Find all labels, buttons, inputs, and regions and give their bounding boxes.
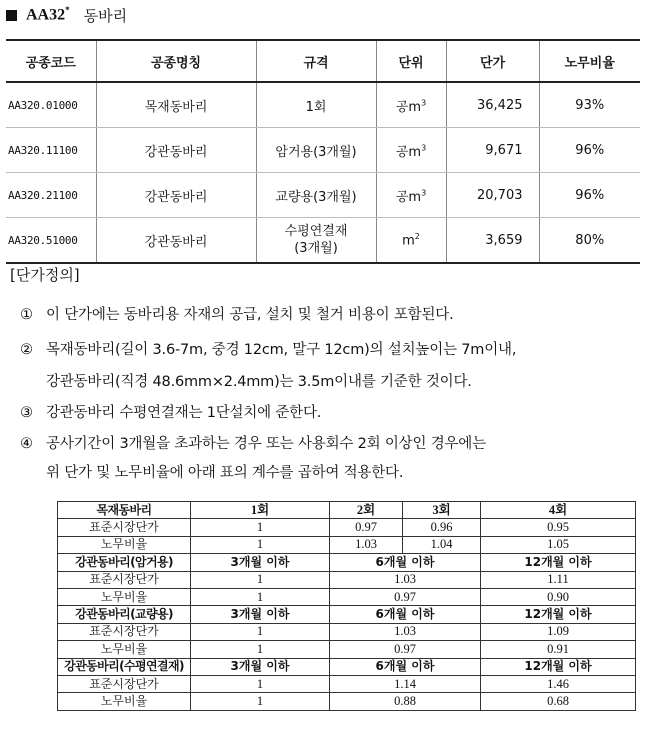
row-label: 표준시장단가 (58, 675, 191, 692)
table-row (6, 173, 640, 218)
coef-value: 1.03 (330, 571, 481, 588)
column-header: 3회 (403, 502, 481, 519)
coef-value: 0.97 (330, 641, 481, 658)
category-label: 강관동바리(암거용) (58, 554, 191, 571)
table-row (58, 641, 636, 658)
column-header: 6개월 이하 (330, 606, 481, 623)
circled-number: ④ (20, 436, 33, 452)
column-header: 12개월 이하 (481, 554, 636, 571)
circled-number: ③ (20, 405, 33, 421)
coef-value: 1.46 (481, 675, 636, 692)
work-unit: 공$m^3$ (376, 173, 446, 218)
coefficient-header-row (58, 606, 636, 623)
coefficient-table (57, 501, 636, 711)
work-code: AA320.21100 (6, 173, 96, 218)
column-header: 3개월 이하 (191, 606, 330, 623)
work-code: AA320.51000 (6, 218, 96, 264)
table-row (58, 519, 636, 536)
unit-price-table (6, 39, 640, 264)
coef-value: 1.14 (330, 675, 481, 692)
definition-item (20, 340, 516, 360)
definition-heading: [단가정의] (10, 266, 80, 284)
column-header: 규격 (256, 40, 376, 82)
column-header: 4회 (481, 502, 636, 519)
work-code: AA320.01000 (6, 82, 96, 128)
table-row (6, 218, 640, 264)
work-spec: 암거용(3개월) (256, 128, 376, 173)
coef-value: 0.97 (330, 519, 403, 536)
page-title (6, 4, 127, 26)
column-header: 1회 (191, 502, 330, 519)
work-spec: 수평연결재 (3개월) (256, 218, 376, 264)
coef-value: 0.88 (330, 693, 481, 710)
unit-price: 20,703 (446, 173, 539, 218)
coef-value: 1 (191, 675, 330, 692)
unit-price: 36,425 (446, 82, 539, 128)
coef-value: 1.03 (330, 623, 481, 640)
table-row (58, 623, 636, 640)
coef-value: 1 (191, 641, 330, 658)
table-row (58, 536, 636, 553)
column-header: 단가 (446, 40, 539, 82)
column-header: 3개월 이하 (191, 658, 330, 675)
unit-price: 9,671 (446, 128, 539, 173)
labor-ratio: 96% (539, 128, 640, 173)
coef-value: 1 (191, 623, 330, 640)
table-row (58, 571, 636, 588)
table-row (6, 82, 640, 128)
coef-value: 1 (191, 536, 330, 553)
category-label: 목재동바리 (58, 502, 191, 519)
coef-value: 1.04 (403, 536, 481, 553)
row-label: 노무비율 (58, 693, 191, 710)
work-name: 강관동바리 (96, 128, 256, 173)
labor-ratio: 96% (539, 173, 640, 218)
unit-price: 3,659 (446, 218, 539, 264)
definition-item (20, 305, 453, 325)
row-label: 표준시장단가 (58, 571, 191, 588)
section-code: AA32* (26, 5, 70, 24)
table-row (6, 128, 640, 173)
table-header-row (6, 40, 640, 82)
labor-ratio: 93% (539, 82, 640, 128)
coef-value: 0.96 (403, 519, 481, 536)
definition-text-continued: 강관동바리(직경 48.6mm×2.4mm)는 3.5m이내를 기준한 것이다. (46, 374, 472, 390)
coef-value: 0.68 (481, 693, 636, 710)
definition-text: 이 단가에는 동바리용 자재의 공급, 설치 및 철거 비용이 포함된다. (46, 307, 454, 323)
coef-value: 1 (191, 571, 330, 588)
column-header: 3개월 이하 (191, 554, 330, 571)
coefficient-header-row (58, 658, 636, 675)
work-name: 강관동바리 (96, 173, 256, 218)
row-label: 표준시장단가 (58, 623, 191, 640)
definition-item (20, 434, 486, 454)
work-unit: $m^2$ (376, 218, 446, 264)
column-header: 6개월 이하 (330, 658, 481, 675)
row-label: 표준시장단가 (58, 519, 191, 536)
work-name: 강관동바리 (96, 218, 256, 264)
table-row (58, 693, 636, 710)
labor-ratio: 80% (539, 218, 640, 264)
category-label: 강관동바리(수평연결재) (58, 658, 191, 675)
coef-value: 1 (191, 588, 330, 605)
coef-value: 0.97 (330, 588, 481, 605)
coef-value: 1.05 (481, 536, 636, 553)
definition-text: 목재동바리(길이 3.6-7m, 중경 12cm, 말구 12cm)의 설치높이는 7m이내, (46, 342, 517, 358)
row-label: 노무비율 (58, 641, 191, 658)
work-spec: 교량용(3개월) (256, 173, 376, 218)
work-spec: 1회 (256, 82, 376, 128)
square-bullet-icon (6, 10, 17, 21)
coef-value: 1 (191, 693, 330, 710)
circled-number: ① (20, 307, 33, 323)
circled-number: ② (20, 342, 33, 358)
row-label: 노무비율 (58, 536, 191, 553)
definition-text: 강관동바리 수평연결재는 1단설치에 준한다. (46, 405, 322, 421)
category-label: 강관동바리(교량용) (58, 606, 191, 623)
coef-value: 0.95 (481, 519, 636, 536)
column-header: 2회 (330, 502, 403, 519)
coef-value: 1.11 (481, 571, 636, 588)
definition-item (20, 403, 321, 423)
column-header: 단위 (376, 40, 446, 82)
table-row (58, 675, 636, 692)
coef-value: 0.90 (481, 588, 636, 605)
coefficient-header-row (58, 554, 636, 571)
row-label: 노무비율 (58, 588, 191, 605)
coef-value: 1 (191, 519, 330, 536)
work-name: 목재동바리 (96, 82, 256, 128)
column-header: 공종명칭 (96, 40, 256, 82)
column-header: 6개월 이하 (330, 554, 481, 571)
table-row (58, 588, 636, 605)
column-header: 노무비율 (539, 40, 640, 82)
work-unit: 공$m^3$ (376, 82, 446, 128)
work-unit: 공$m^3$ (376, 128, 446, 173)
definition-text-continued: 위 단가 및 노무비율에 아래 표의 계수를 곱하여 적용한다. (46, 465, 404, 481)
coefficient-header-row (58, 502, 636, 519)
section-name: 동바리 (83, 6, 128, 25)
column-header: 12개월 이하 (481, 658, 636, 675)
coef-value: 1.09 (481, 623, 636, 640)
work-code: AA320.11100 (6, 128, 96, 173)
column-header: 12개월 이하 (481, 606, 636, 623)
definition-text: 공사기간이 3개월을 초과하는 경우 또는 사용회수 2회 이상인 경우에는 (46, 436, 486, 452)
coef-value: 0.91 (481, 641, 636, 658)
column-header: 공종코드 (6, 40, 96, 82)
coef-value: 1.03 (330, 536, 403, 553)
